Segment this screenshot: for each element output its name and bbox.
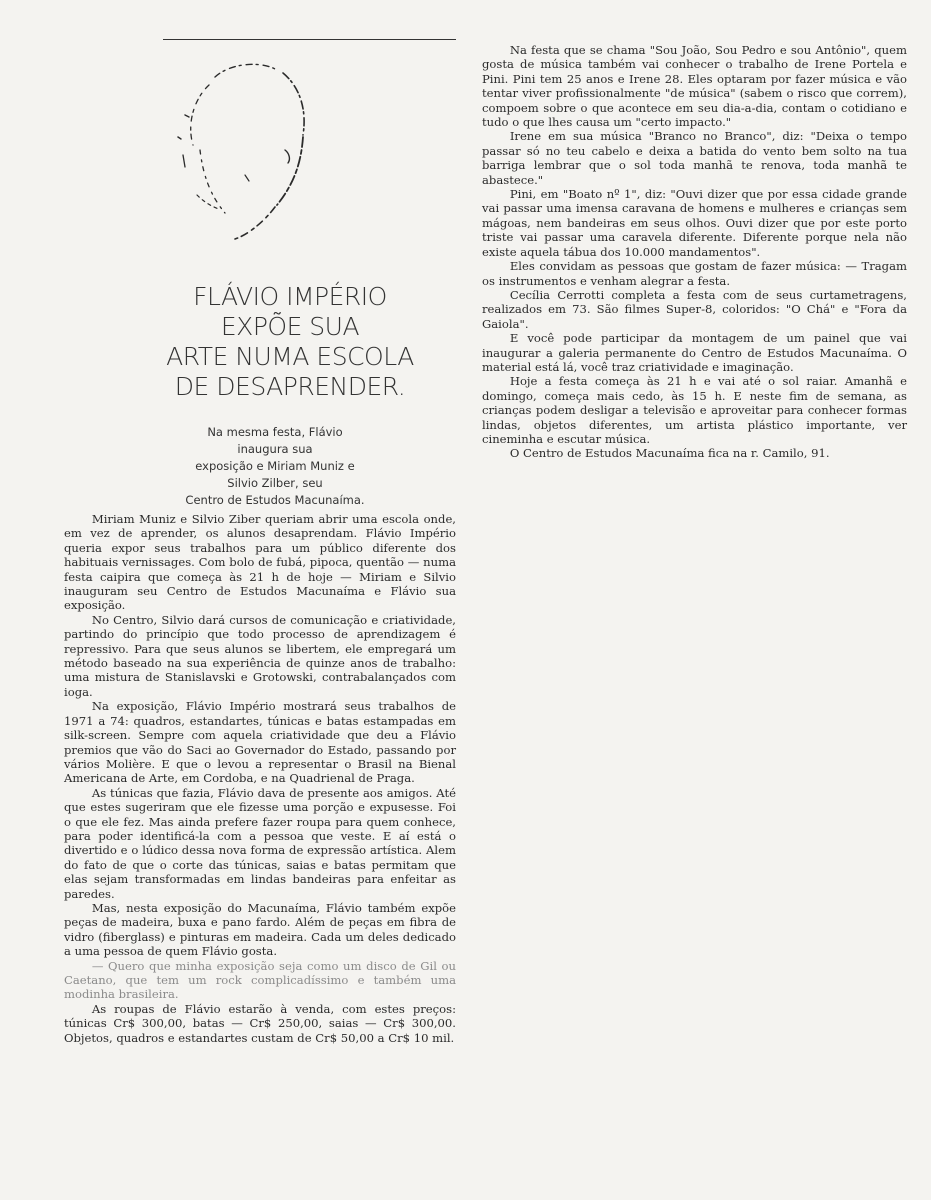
paragraph: Eles convidam as pessoas que gostam de fazer música: — Tragam os instrumentos e venham alegrar a festa. (482, 259, 907, 288)
headline (140, 282, 440, 402)
paragraph: Hoje a festa começa às 21 h e vai até o sol raiar. Amanhã e domingo, começa mais cedo, às 15 h. E neste fim de semana, as crianças podem desligar a televisão e aproveitar para conhecer formas lindas, objetos diferentes, um artista plástico importante, ver cineminha e escutar música. (482, 374, 907, 446)
headline-line-3: ARTE NUMA ESCOLA (166, 342, 414, 371)
headline-line-4: DE DESAPRENDER. (174, 372, 406, 401)
headline-line-2: EXPÕE SUA (220, 312, 360, 341)
paragraph: E você pode participar da montagem de um painel que vai inaugurar a galeria permanente do Centro de Estudos Macunaíma. O material está lá, você traz criatividade e imaginação. (482, 331, 907, 374)
lede (110, 424, 440, 509)
lede-line-4: Silvio Zilber, seu (227, 476, 323, 490)
paragraph: Miriam Muniz e Silvio Ziber queriam abrir uma escola onde, em vez de aprender, os alunos desaprendam. Flávio Império queria expor seus trabalhos para um público diferente dos habituais vernissages. Com bolo de fubá, pipoca, quentão — numa festa caipira que começa às 21 h de hoje — Miriam e Silvio inauguram seu Centro de Estudos Macunaíma e Flávio sua exposição. (64, 512, 456, 613)
portrait-sketch-illustration (175, 55, 320, 245)
lede-line-3: exposição e Miriam Muniz e (195, 459, 355, 473)
paragraph: O Centro de Estudos Macunaíma fica na r. Camilo, 91. (509, 446, 830, 461)
lede-line-5: Centro de Estudos Macunaíma. (185, 493, 365, 507)
lede-line-2: inaugura sua (237, 442, 313, 456)
paragraph: Mas, nesta exposição do Macunaíma, Flávio também expõe peças de madeira, buxa e pano fardo. Além de peças em fibra de vidro (fiberglass) e pinturas em madeira. Cada um deles dedicado a uma pessoa de quem Flávio gosta. (64, 900, 456, 959)
paragraph: Pini, em "Boato nº 1", diz: "Ouvi dizer que por essa cidade grande vai passar uma imensa caravana de homens e mulheres e crianças sem mágoas, nem bandeiras em seus olhos. Ouvi dizer que por este porto triste vai passar uma caravela diferente. Diferente porque nela não existe aquela tábua dos 10.000 mandamentos". (482, 187, 907, 259)
paragraph: Cecília Cerrotti completa a festa com de seus curtametragens, realizados em 73. São filmes Super-8, coloridos: "O Chá" e "Fora da Gaiola". (482, 287, 907, 331)
lede-line-1: Na mesma festa, Flávio (207, 425, 343, 439)
paragraph: Irene em sua música "Branco no Branco", diz: "Deixa o tempo passar só no teu cabelo e deixa a batida do vento bem solto na tua barriga lembrar que o sol toda manhã te renova, toda manhã te abastece." (482, 129, 907, 187)
paragraph: As túnicas que fazia, Flávio dava de presente aos amigos. Até que estes sugeriram que ele fizesse uma porção e expusesse. Foi o que ele fez. Mas ainda prefere fazer roupa para quem conhece, para poder identificá-la com a pessoa que veste. E aí está o divertido e o lúdico dessa nova forma de expressão artística. Alem do fato de que o corte das túnicas, saias e batas permitam que elas sejam transformadas em lindas bandeiras para enfeitar as paredes. (64, 785, 456, 901)
paragraph: Na exposição, Flávio Império mostrará seus trabalhos de 1971 a 74: quadros, estandartes, túnicas e batas estampadas em silk-screen. Sempre com aquela criatividade que deu a Flávio premios que vão do Saci ao Governador do Estado, passando por vários Molière. E que o levou a representar o Brasil na Bienal Americana de Arte, em Cordoba, e na Quadrienal de Praga. (64, 699, 456, 786)
article-left-column (64, 512, 456, 1045)
paragraph: As roupas de Flávio estarão à venda, com estes preços: túnicas Cr$ 300,00, batas — Cr$ 250,00, saias — Cr$ 300,00. Objetos, quadros e estandartes custam de Cr$ 50,00 a Cr$ 10 mil. (64, 1001, 456, 1045)
quote-paragraph: — Quero que minha exposição seja como um disco de Gil ou Caetano, que tem um rock complicadíssimo e também uma modinha brasileira. (64, 958, 456, 1002)
paragraph: Na festa que se chama "Sou João, Sou Pedro e sou Antônio", quem gosta de música também vai conhecer o trabalho de Irene Portela e Pini. Pini tem 25 anos e Irene 28. Eles optaram por fazer música e vão tentar viver profissionalmente "de música" (sabem o risco que correm), compoem sobre o que acontece em seu dia-a-dia, contam o cotidiano e tudo o que lhes causa um "certo impacto." (482, 43, 907, 130)
top-rule-divider (163, 39, 456, 40)
article-right-column (482, 43, 907, 461)
headline-line-1: FLÁVIO IMPÉRIO (193, 282, 387, 311)
paragraph: No Centro, Silvio dará cursos de comunicação e criatividade, partindo do princípio que todo processo de aprendizagem é repressivo. Para que seus alunos se libertem, ele empregará um método baseado na sua experiência de quinze anos de trabalho: uma mistura de Stanislavski e Grotowski, contrabalançados com ioga. (64, 612, 456, 699)
